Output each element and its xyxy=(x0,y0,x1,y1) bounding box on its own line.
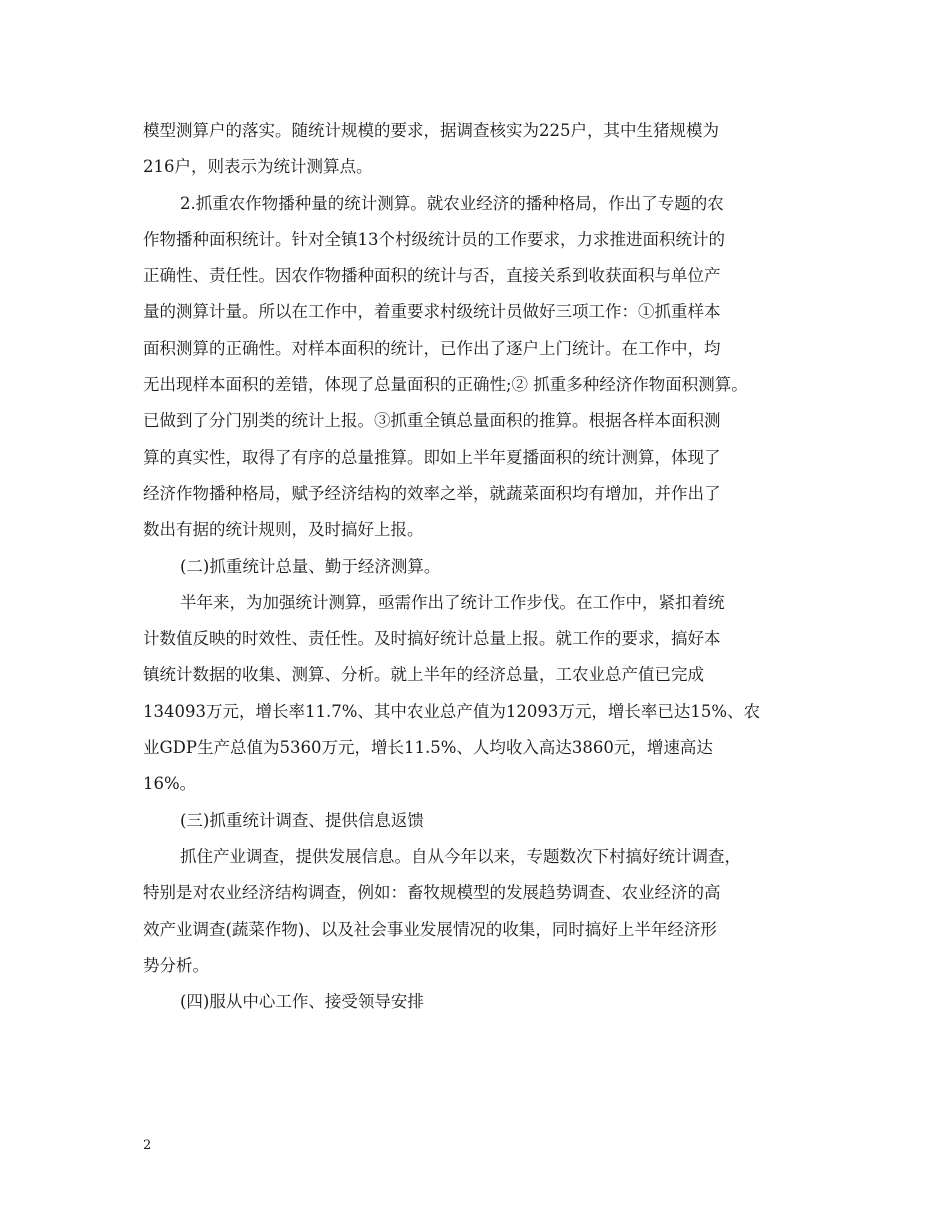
text-line: 216户，则表示为统计测算点。 xyxy=(143,157,373,177)
text-line: 面积测算的正确性。对样本面积的统计，已作出了逐户上门统计。在工作中，均 xyxy=(143,338,721,358)
text-line: 经济作物播种格局，赋予经济结构的效率之举，就蔬菜面积均有增加，并作出了 xyxy=(143,483,721,503)
text-line: 已做到了分门别类的统计上报。③抓重全镇总量面积的推算。根据各样本面积测 xyxy=(143,411,721,431)
text-line: 无出现样本面积的差错，体现了总量面积的正确性;② 抓重多种经济作物面积测算。 xyxy=(143,375,748,395)
text-line: 正确性、责任性。因农作物播种面积的统计与否，直接关系到收获面积与单位产 xyxy=(143,266,721,286)
text-line: 势分析。 xyxy=(143,955,209,975)
text-line: 业GDP生产总值为5360万元，增长11.5%、人均收入高达3860元，增速高达 xyxy=(143,738,713,758)
text-line: 计数值反映的时效性、责任性。及时搞好统计总量上报。就工作的要求，搞好本 xyxy=(143,629,721,649)
text-line: 作物播种面积统计。针对全镇13个村级统计员的工作要求，力求推进面积统计的 xyxy=(143,229,725,249)
text-line: 量的测算计量。所以在工作中，着重要求村级统计员做好三项工作：①抓重样本 xyxy=(143,302,721,322)
text-line: (四)服从中心工作、接受领导安排 xyxy=(180,992,424,1012)
text-line: 镇统计数据的收集、测算、分析。就上半年的经济总量，工农业总产值已完成 xyxy=(143,665,704,685)
text-line: 半年来，为加强统计测算，亟需作出了统计工作步伐。在工作中，紧扣着统 xyxy=(180,592,725,612)
page-number: 2 xyxy=(143,1138,152,1153)
text-line: (二)抓重统计总量、勤于经济测算。 xyxy=(180,556,441,576)
text-line: 2.抓重农作物播种量的统计测算。就农业经济的播种格局，作出了专题的农 xyxy=(180,193,724,213)
text-line: 算的真实性，取得了有序的总量推算。即如上半年夏播面积的统计测算，体现了 xyxy=(143,447,721,467)
text-line: 16%。 xyxy=(143,774,197,794)
text-line: 抓住产业调查，提供发展信息。自从今年以来，专题数次下村搞好统计调查， xyxy=(180,846,741,866)
body-text xyxy=(143,113,813,1020)
text-line: 效产业调查(蔬菜作物)、以及社会事业发展情况的收集，同时搞好上半年经济形 xyxy=(143,919,717,939)
text-line: (三)抓重统计调查、提供信息返馈 xyxy=(180,810,424,830)
text-line: 数出有据的统计规则，及时搞好上报。 xyxy=(143,520,424,540)
text-line: 模型测算户的落实。随统计规模的要求，据调查核实为225户，其中生猪规模为 xyxy=(143,121,719,140)
text-line: 134093万元，增长率11.7%、其中农业总产值为12093万元，增长率已达15%、农 xyxy=(143,701,761,721)
text-line: 特别是对农业经济结构调查，例如：畜牧规模型的发展趋势调查、农业经济的高 xyxy=(143,883,721,903)
